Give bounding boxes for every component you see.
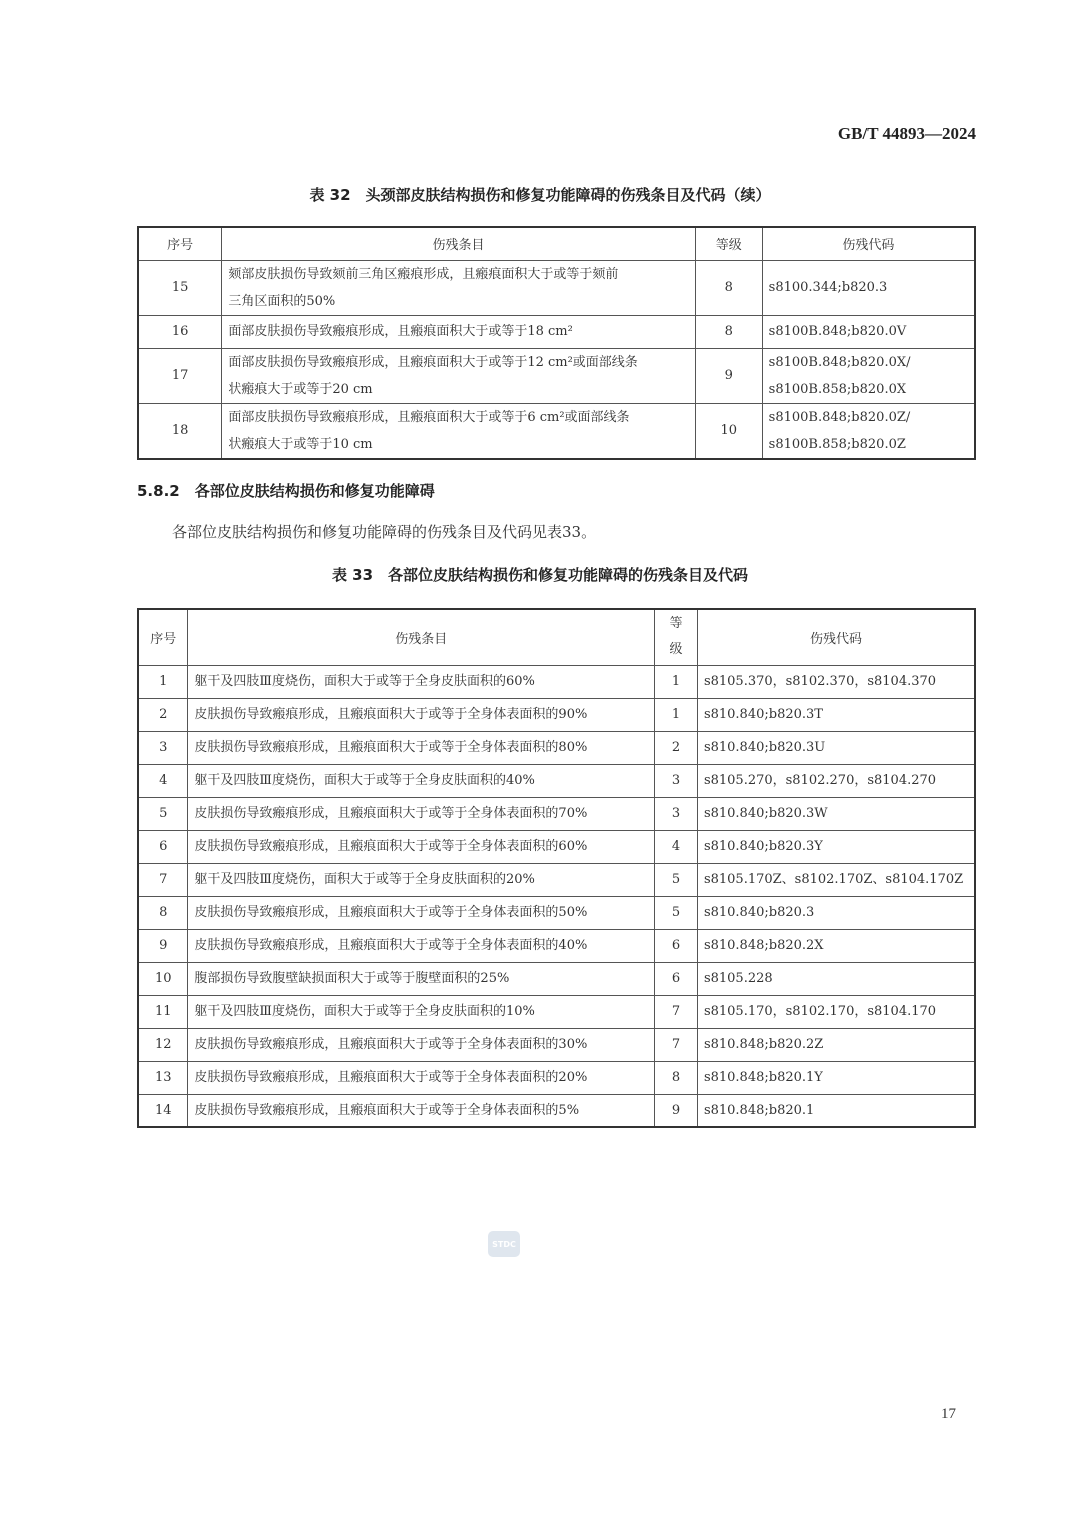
row-no: 5: [138, 797, 188, 830]
table-row: [138, 995, 975, 1028]
row-code: s8105.170，s8102.170，s8104.170: [697, 995, 975, 1028]
table-row: [138, 764, 975, 797]
table-row: [138, 731, 975, 764]
header-no: 序号: [138, 227, 222, 260]
header-item: 伤残条目: [188, 609, 655, 665]
table-row: [138, 260, 975, 315]
row-grade: 8: [654, 1061, 697, 1094]
table-row: [138, 1061, 975, 1094]
row-item: [222, 315, 696, 348]
row-no: 3: [138, 731, 188, 764]
row-item: 皮肤损伤导致瘢痕形成，且瘢痕面积大于或等于全身体表面积的90%: [188, 698, 655, 731]
row-item: [222, 348, 696, 403]
row-grade: 7: [654, 995, 697, 1028]
row-item: 皮肤损伤导致瘢痕形成，且瘢痕面积大于或等于全身体表面积的80%: [188, 731, 655, 764]
row-no: 17: [138, 348, 222, 403]
row-code: s810.840;b820.3T: [697, 698, 975, 731]
table-row: [138, 863, 975, 896]
table-32: [137, 226, 976, 460]
row-code: s8105.170Z、s8102.170Z、s8104.170Z: [697, 863, 975, 896]
row-no: 14: [138, 1094, 188, 1127]
row-code: s810.848;b820.2X: [697, 929, 975, 962]
table-row: [138, 698, 975, 731]
item-line: 三角区面积的50%: [228, 293, 336, 309]
table-33-body: [138, 665, 975, 1127]
row-item: 躯干及四肢Ⅲ度烧伤，面积大于或等于全身皮肤面积的20%: [188, 863, 655, 896]
row-item: [222, 260, 696, 315]
table-row: [138, 403, 975, 459]
row-no: 7: [138, 863, 188, 896]
row-no: 15: [138, 260, 222, 315]
code-line: s8100B.848;b820.0V: [768, 324, 907, 339]
row-code: [762, 315, 975, 348]
table-header-row: [138, 227, 975, 260]
section-paragraph: 各部位皮肤结构损伤和修复功能障碍的伤残条目及代码见表33。: [172, 523, 597, 541]
table-33-title: 表 33 各部位皮肤结构损伤和修复功能障碍的伤残条目及代码: [331, 566, 749, 584]
row-no: 16: [138, 315, 222, 348]
row-no: 12: [138, 1028, 188, 1061]
item-line: 面部皮肤损伤导致瘢痕形成，且瘢痕面积大于或等于12 cm²或面部线条: [228, 354, 638, 370]
watermark-logo: STDC: [488, 1231, 520, 1257]
row-grade: 2: [654, 731, 697, 764]
header-no: 序号: [138, 609, 188, 665]
row-code: s810.848;b820.2Z: [697, 1028, 975, 1061]
row-grade: 3: [654, 764, 697, 797]
row-item: 皮肤损伤导致瘢痕形成，且瘢痕面积大于或等于全身体表面积的60%: [188, 830, 655, 863]
item-line: 状瘢痕大于或等于10 cm: [228, 436, 373, 452]
table-row: [138, 830, 975, 863]
item-line: 颏部皮肤损伤导致颏前三角区瘢痕形成，且瘢痕面积大于或等于颏前: [228, 266, 619, 282]
row-no: 8: [138, 896, 188, 929]
row-no: 1: [138, 665, 188, 698]
row-item: 皮肤损伤导致瘢痕形成，且瘢痕面积大于或等于全身体表面积的40%: [188, 929, 655, 962]
row-code: s810.840;b820.3Y: [697, 830, 975, 863]
table-row: [138, 929, 975, 962]
row-grade: 8: [695, 315, 762, 348]
table-row: [138, 896, 975, 929]
row-item: 躯干及四肢Ⅲ度烧伤，面积大于或等于全身皮肤面积的40%: [188, 764, 655, 797]
row-code: s810.848;b820.1Y: [697, 1061, 975, 1094]
row-grade: 7: [654, 1028, 697, 1061]
row-item: 皮肤损伤导致瘢痕形成，且瘢痕面积大于或等于全身体表面积的30%: [188, 1028, 655, 1061]
item-line: 状瘢痕大于或等于20 cm: [228, 381, 373, 397]
row-item: 躯干及四肢Ⅲ度烧伤，面积大于或等于全身皮肤面积的10%: [188, 995, 655, 1028]
row-grade: 5: [654, 863, 697, 896]
row-item: 躯干及四肢Ⅲ度烧伤，面积大于或等于全身皮肤面积的60%: [188, 665, 655, 698]
table-header-row: [138, 609, 975, 665]
row-grade: 5: [654, 896, 697, 929]
row-grade: 6: [654, 929, 697, 962]
row-code: s8105.270，s8102.270，s8104.270: [697, 764, 975, 797]
row-grade: 4: [654, 830, 697, 863]
code-line: s8100.344;b820.3: [768, 280, 888, 295]
item-line: 面部皮肤损伤导致瘢痕形成，且瘢痕面积大于或等于6 cm²或面部线条: [228, 409, 630, 425]
table-row: [138, 1094, 975, 1127]
row-grade: 9: [695, 348, 762, 403]
row-code: s8105.370，s8102.370，s8104.370: [697, 665, 975, 698]
row-no: 10: [138, 962, 188, 995]
table-row: [138, 1028, 975, 1061]
row-code: [762, 403, 975, 459]
row-code: s810.840;b820.3U: [697, 731, 975, 764]
code-line: s8100B.858;b820.0Z: [768, 436, 906, 452]
row-grade: 10: [695, 403, 762, 459]
header-grade: 等级: [654, 609, 697, 665]
code-line: s8100B.848;b820.0X/: [768, 354, 911, 370]
table-row: [138, 665, 975, 698]
row-item: 皮肤损伤导致瘢痕形成，且瘢痕面积大于或等于全身体表面积的5%: [188, 1094, 655, 1127]
header-code: 伤残代码: [762, 227, 975, 260]
row-item: 腹部损伤导致腹壁缺损面积大于或等于腹壁面积的25%: [188, 962, 655, 995]
row-code: [762, 348, 975, 403]
row-code: [762, 260, 975, 315]
table-row: [138, 348, 975, 403]
row-item: 皮肤损伤导致瘢痕形成，且瘢痕面积大于或等于全身体表面积的50%: [188, 896, 655, 929]
header-code: 伤残代码: [697, 609, 975, 665]
row-grade: 6: [654, 962, 697, 995]
table-33: [137, 608, 976, 1128]
row-grade: 3: [654, 797, 697, 830]
row-no: 9: [138, 929, 188, 962]
table-row: [138, 962, 975, 995]
row-item: 皮肤损伤导致瘢痕形成，且瘢痕面积大于或等于全身体表面积的70%: [188, 797, 655, 830]
row-code: s810.840;b820.3: [697, 896, 975, 929]
row-grade: 1: [654, 665, 697, 698]
row-grade: 1: [654, 698, 697, 731]
row-code: s810.848;b820.1: [697, 1094, 975, 1127]
row-grade: 9: [654, 1094, 697, 1127]
row-no: 4: [138, 764, 188, 797]
row-no: 11: [138, 995, 188, 1028]
row-item: [222, 403, 696, 459]
row-grade: 8: [695, 260, 762, 315]
section-heading: 5.8.2 各部位皮肤结构损伤和修复功能障碍: [137, 482, 435, 500]
row-no: 6: [138, 830, 188, 863]
row-item: 皮肤损伤导致瘢痕形成，且瘢痕面积大于或等于全身体表面积的20%: [188, 1061, 655, 1094]
header-grade: 等级: [695, 227, 762, 260]
table-32-title: 表 32 头颈部皮肤结构损伤和修复功能障碍的伤残条目及代码（续）: [309, 186, 771, 204]
header-item: 伤残条目: [222, 227, 696, 260]
row-code: s810.840;b820.3W: [697, 797, 975, 830]
table-row: [138, 797, 975, 830]
code-line: s8100B.848;b820.0Z/: [768, 409, 911, 425]
table-row: [138, 315, 975, 348]
page-number: 17: [941, 1406, 956, 1422]
row-no: 18: [138, 403, 222, 459]
row-no: 2: [138, 698, 188, 731]
item-line: 面部皮肤损伤导致瘢痕形成，且瘢痕面积大于或等于18 cm²: [228, 324, 573, 339]
standard-code: GB/T 44893—2024: [837, 124, 976, 143]
row-no: 13: [138, 1061, 188, 1094]
row-code: s8105.228: [697, 962, 975, 995]
code-line: s8100B.858;b820.0X: [768, 381, 907, 397]
